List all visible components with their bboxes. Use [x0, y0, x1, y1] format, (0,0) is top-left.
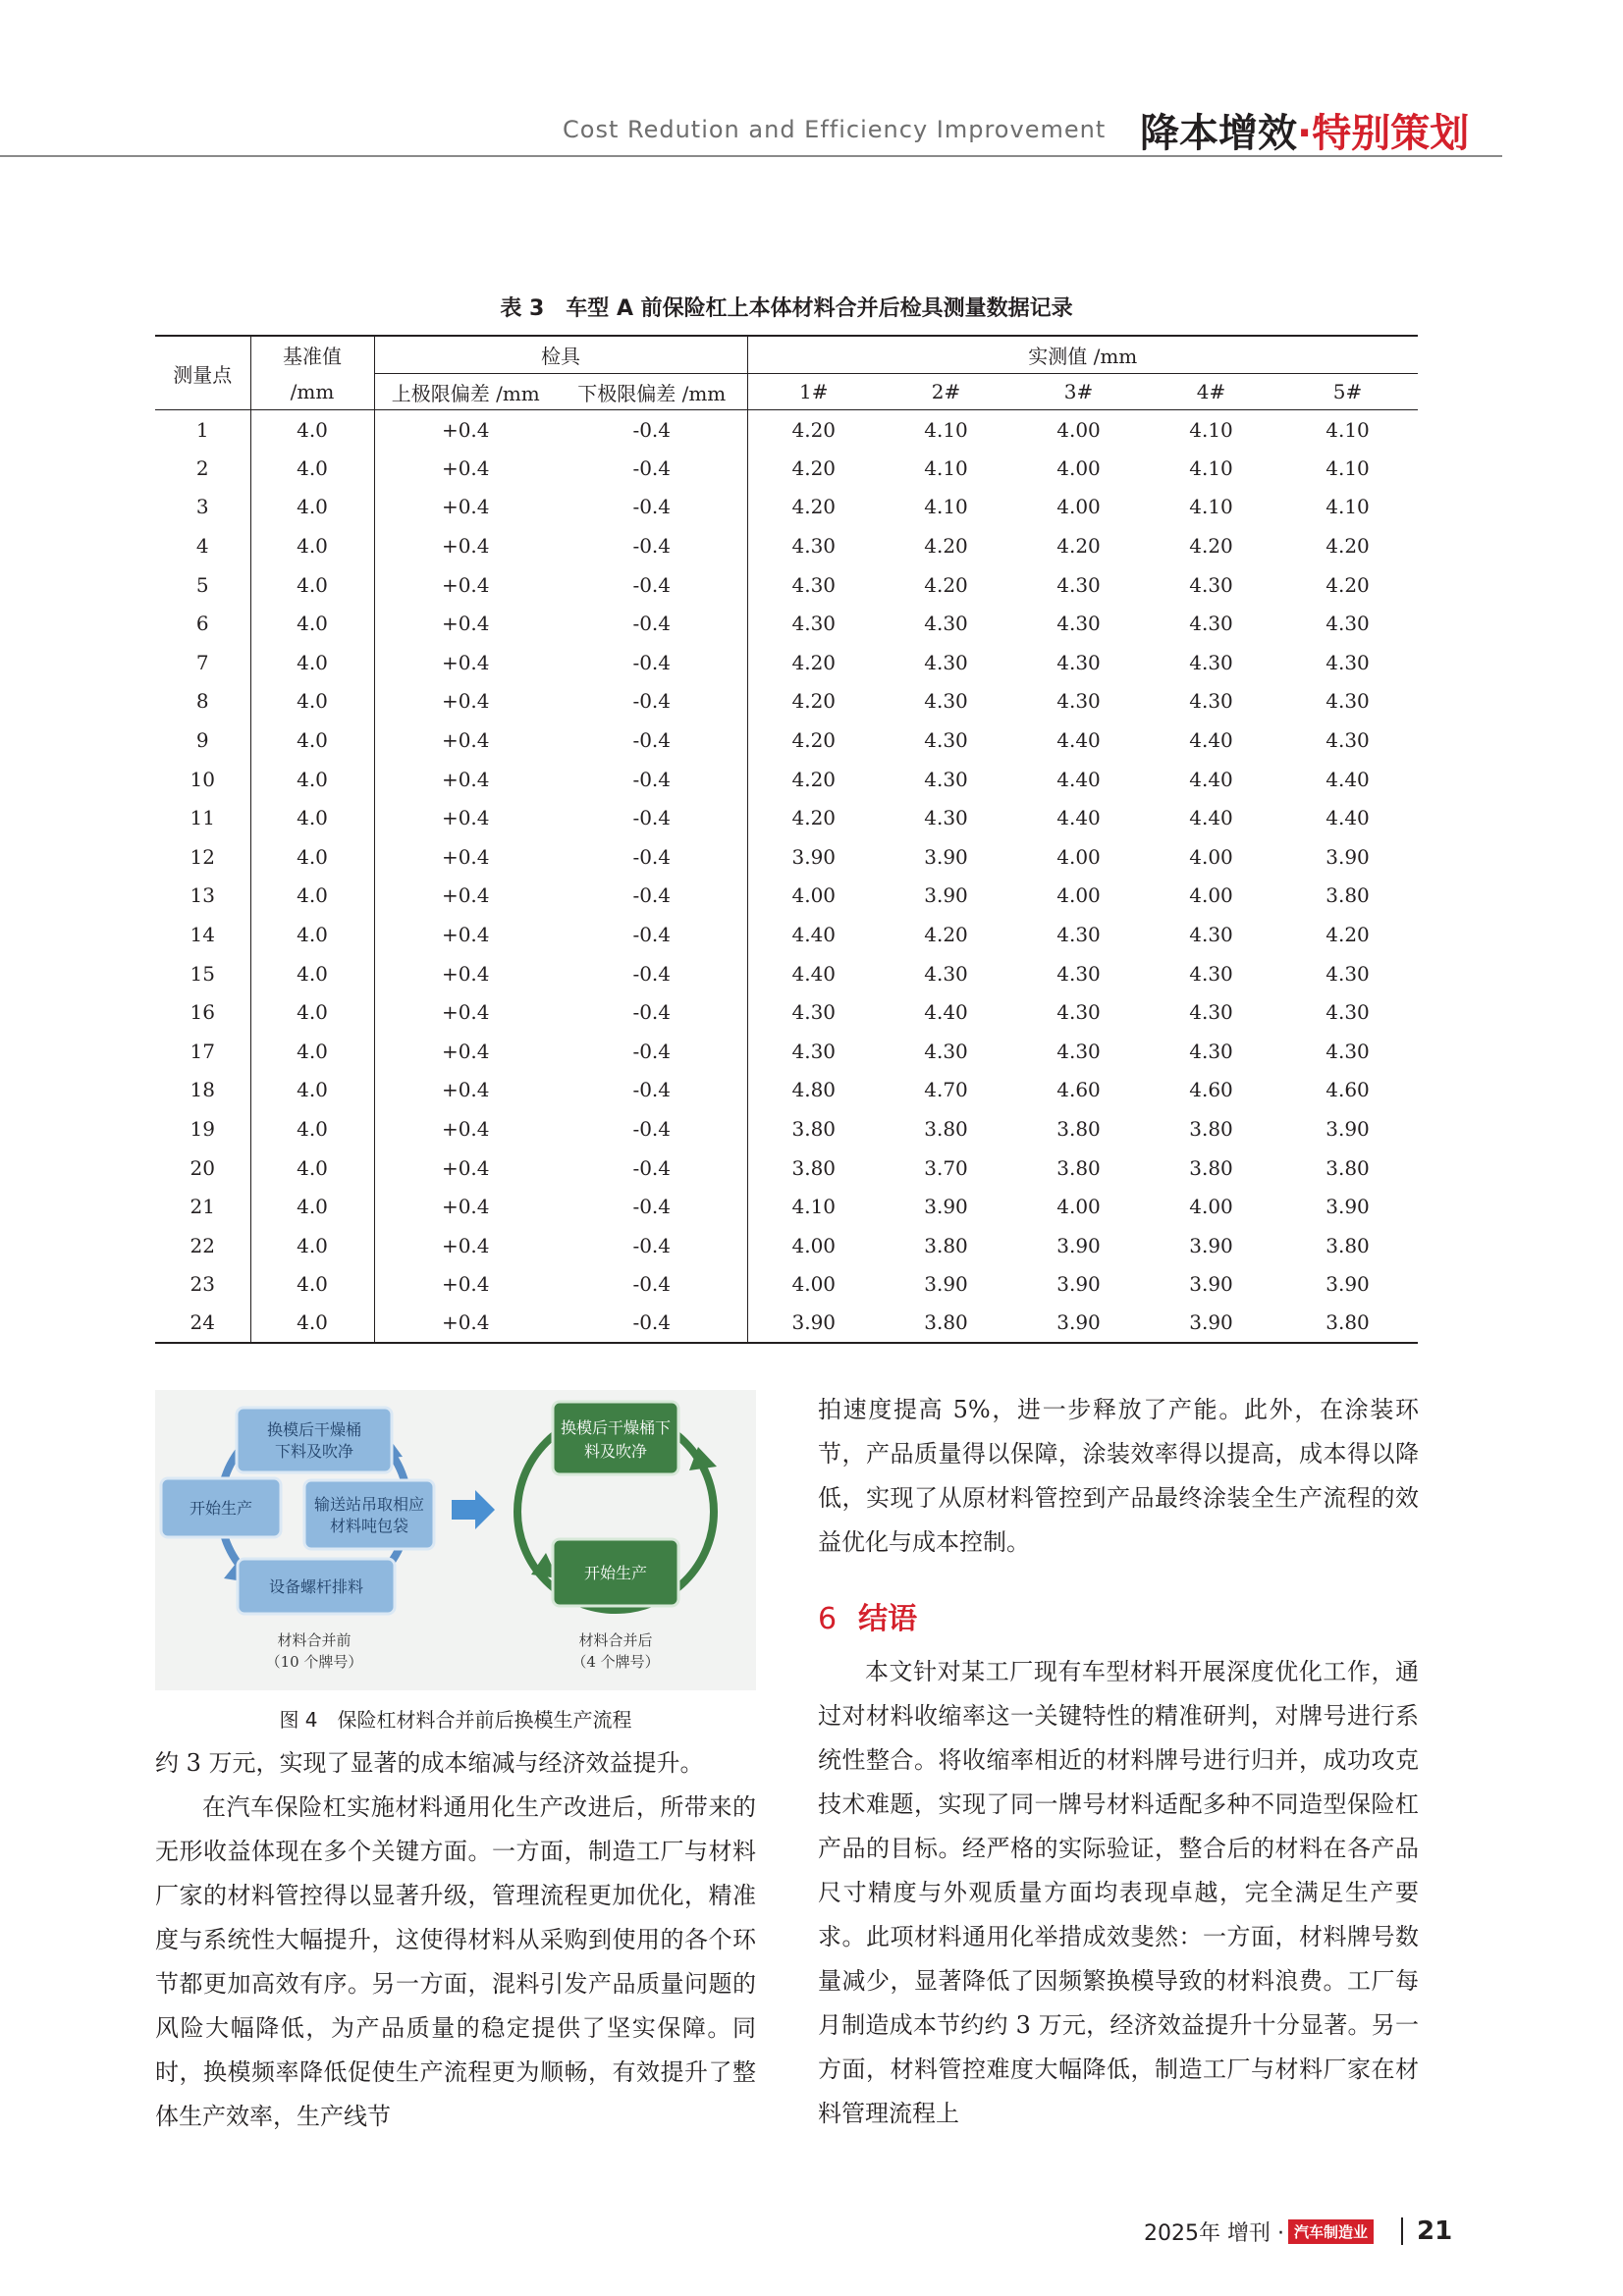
table-cell: -0.4 [557, 1032, 747, 1071]
paragraph: 在汽车保险杠实施材料通用化生产改进后，所带来的无形收益体现在多个关键方面。一方面，制造工厂与材料厂家的材料管控得以显著升级，管理流程更加优化，精准度与系统性大幅提升，这使得材料从采购到使用的各个环节都更加高效有序。另一方面，混料引发产品质量问题的风险大幅降低，为产品质量的稳定提供了坚实保障。同时，换模频率降低促使生产流程更为顺畅，有效提升了整体生产效率，生产线节 [155, 1793, 756, 2130]
table-cell: 23 [155, 1265, 250, 1305]
before-step-screw-text: 设备螺杆排料 [268, 1577, 364, 1596]
table-row [155, 837, 1418, 877]
table-cell: 4.30 [1325, 612, 1370, 636]
table-cell: +0.4 [441, 495, 490, 519]
table-cell: -0.4 [557, 915, 747, 954]
table-cell: -0.4 [557, 604, 747, 643]
table-cell: -0.4 [557, 1071, 747, 1110]
table-row [155, 1304, 1418, 1343]
table-cell: 4.10 [1325, 417, 1370, 442]
table-cell: 4.0 [250, 721, 374, 760]
table-cell: +0.4 [441, 728, 490, 753]
table-cell: 4.40 [1325, 767, 1370, 791]
table-cell: +0.4 [441, 1116, 490, 1141]
table-cell: 3.90 [791, 1310, 837, 1335]
table-cell: 4.40 [1325, 806, 1370, 830]
before-step-bag-text-2: 材料吨包袋 [329, 1517, 409, 1535]
table-cell: 4.0 [250, 565, 374, 605]
table-cell: +0.4 [441, 612, 490, 636]
table-cell: 4.30 [791, 1000, 837, 1025]
left-column-text [155, 1741, 756, 2139]
table-cell: 4.30 [1325, 1000, 1370, 1025]
table-cell: 4.0 [250, 877, 374, 916]
table-cell: 3.80 [1325, 1233, 1370, 1257]
table-cell: 3 [155, 488, 250, 527]
table-cell: 4.0 [250, 837, 374, 877]
table-cell: 4.10 [791, 1195, 837, 1219]
table-cell: 2 [155, 449, 250, 488]
table-cell: 4.20 [924, 923, 968, 947]
after-sublabel: （4 个牌号） [571, 1653, 660, 1671]
table-cell: -0.4 [557, 488, 747, 527]
table-cell: 4.30 [791, 1039, 837, 1063]
table-row [155, 877, 1418, 916]
table-cell: 20 [155, 1148, 250, 1188]
table-cell: -0.4 [557, 760, 747, 799]
after-step-dry-text: 换模后干燥桶下 [560, 1418, 672, 1437]
before-step-bag-box [304, 1480, 434, 1549]
table-cell: 4.30 [924, 728, 968, 753]
table-cell: 4.0 [250, 1071, 374, 1110]
table-cell: 15 [155, 954, 250, 993]
table-row [155, 721, 1418, 760]
section-number: 6 [818, 1602, 838, 1636]
table-cell: 4.30 [1056, 612, 1101, 636]
table-cell: 4.20 [791, 689, 837, 714]
table-cell: 22 [155, 1226, 250, 1265]
table-cell: 4.20 [1325, 923, 1370, 947]
table-cell: 4.20 [924, 572, 968, 597]
table-cell: 4.80 [791, 1078, 837, 1102]
table-row [155, 1109, 1418, 1148]
table-cell: 4.30 [1189, 572, 1233, 597]
table-cell: 4.20 [791, 417, 837, 442]
table-cell: 3.70 [924, 1155, 968, 1180]
header-upper-tolerance: 上极限偏差 /mm [391, 381, 540, 405]
table-row [155, 798, 1418, 837]
table-cell: 4.30 [1189, 612, 1233, 636]
table-cell: 4.00 [1189, 844, 1233, 869]
table-row [155, 449, 1418, 488]
table-cell: 4.40 [1056, 728, 1101, 753]
before-step-start-text: 开始生产 [189, 1499, 253, 1518]
table-cell: 3.80 [1189, 1155, 1233, 1180]
table-cell: 4.30 [1056, 1039, 1101, 1063]
table-cell: 4.20 [924, 534, 968, 559]
table-cell: 4.0 [250, 798, 374, 837]
table-cell: 3.80 [1325, 1310, 1370, 1335]
table-cell: 19 [155, 1109, 250, 1148]
table-cell: 4.30 [924, 806, 968, 830]
table-cell: 4.20 [791, 455, 837, 480]
table-cell: 4.10 [1189, 417, 1233, 442]
table-cell: 3.80 [1325, 883, 1370, 908]
table-cell: 3.80 [924, 1310, 968, 1335]
table-cell: 4.30 [924, 689, 968, 714]
before-step-dry-text: 换模后干燥桶 [266, 1420, 362, 1439]
table-cell: +0.4 [441, 883, 490, 908]
table-cell: -0.4 [557, 798, 747, 837]
table-cell: 4.00 [1189, 1195, 1233, 1219]
before-step-dry-text-2: 下料及吹净 [274, 1442, 354, 1461]
table-cell: 5 [155, 565, 250, 605]
table-cell: 4.10 [1325, 495, 1370, 519]
table-cell: 4.30 [924, 961, 968, 986]
table-cell: 3.90 [1056, 1310, 1101, 1335]
table-cell: 4.0 [250, 1187, 374, 1226]
table-cell: -0.4 [557, 449, 747, 488]
table-cell: 3.80 [924, 1116, 968, 1141]
table-row [155, 604, 1418, 643]
table-cell: 4.20 [791, 495, 837, 519]
table-cell: 4.0 [250, 1304, 374, 1343]
table-cell: 3.80 [1325, 1155, 1370, 1180]
table-cell: 4.30 [1189, 923, 1233, 947]
table-cell: 4.60 [1189, 1078, 1233, 1102]
table-cell: 4.20 [1325, 534, 1370, 559]
table-cell: -0.4 [557, 682, 747, 721]
table-cell: 8 [155, 682, 250, 721]
header-rule [0, 155, 1502, 157]
table-cell: 4.30 [924, 650, 968, 674]
table-cell: 4.30 [1056, 689, 1101, 714]
table-title: 表 3 车型 A 前保险杠上本体材料合并后检具测量数据记录 [500, 296, 1073, 321]
header-sample-3: 3# [1063, 380, 1094, 403]
measurement-table [155, 335, 1418, 1344]
table-cell: 4.00 [1056, 455, 1101, 480]
header-gauge: 检具 [374, 336, 747, 374]
table-cell: 4.20 [791, 767, 837, 791]
table-cell: 3.90 [1189, 1310, 1233, 1335]
table-cell: 24 [155, 1304, 250, 1343]
table-cell: 4.0 [250, 410, 374, 450]
table-cell: +0.4 [441, 767, 490, 791]
table-cell: +0.4 [441, 1310, 490, 1335]
table-cell: 4.30 [924, 612, 968, 636]
table-row [155, 1187, 1418, 1226]
table-cell: 16 [155, 992, 250, 1032]
table-cell: 4.20 [791, 728, 837, 753]
table-cell: 4.60 [1056, 1078, 1101, 1102]
table-cell: 3.90 [1325, 1272, 1370, 1297]
table-cell: 4.30 [1056, 961, 1101, 986]
table-cell: +0.4 [441, 1039, 490, 1063]
table-cell: 3.90 [1056, 1272, 1101, 1297]
table-cell: 4.40 [1189, 728, 1233, 753]
header-base: 基准值 [250, 336, 374, 374]
table-body [155, 410, 1418, 1343]
table-cell: 4.0 [250, 1032, 374, 1071]
table-cell: 4.0 [250, 604, 374, 643]
right-column-text-top [818, 1388, 1419, 1565]
table-cell: 4.10 [1325, 455, 1370, 480]
table-cell: +0.4 [441, 1195, 490, 1219]
table-row [155, 1071, 1418, 1110]
transition-arrow-icon [452, 1490, 495, 1529]
table-cell: 3.90 [924, 1272, 968, 1297]
section-heading [818, 1594, 917, 1637]
table-cell: 4.00 [1189, 883, 1233, 908]
page-footer [1144, 2215, 1452, 2248]
table-cell: -0.4 [557, 1148, 747, 1188]
before-step-dry-box [237, 1408, 392, 1472]
table-cell: 3.80 [791, 1155, 837, 1180]
table-cell: 4.10 [924, 495, 968, 519]
table-cell: 4.30 [1189, 961, 1233, 986]
table-cell: 4.20 [1189, 534, 1233, 559]
table-cell: 4.40 [791, 923, 837, 947]
section-title: 结语 [858, 1602, 918, 1636]
before-sublabel: （10 个牌号） [265, 1653, 363, 1671]
table-row [155, 760, 1418, 799]
table-cell: 21 [155, 1187, 250, 1226]
table-row [155, 488, 1418, 527]
table-cell: +0.4 [441, 534, 490, 559]
header-sample-5: 5# [1332, 380, 1363, 403]
header-measured: 实测值 /mm [747, 336, 1418, 374]
after-step-dry-text-2: 料及吹净 [583, 1442, 648, 1461]
table-cell: 4.30 [1325, 728, 1370, 753]
table-cell: 4.40 [1056, 767, 1101, 791]
table-cell: +0.4 [441, 572, 490, 597]
table-cell: -0.4 [557, 526, 747, 565]
table-row [155, 526, 1418, 565]
table-cell: 4.00 [1056, 883, 1101, 908]
table-cell: 9 [155, 721, 250, 760]
table-cell: 4 [155, 526, 250, 565]
table-cell: 4.30 [1189, 1039, 1233, 1063]
table-cell: 14 [155, 915, 250, 954]
table-cell: 4.60 [1325, 1078, 1370, 1102]
after-label: 材料合并后 [578, 1631, 653, 1649]
table-cell: 4.20 [1056, 534, 1101, 559]
table-cell: 4.00 [1056, 1195, 1101, 1219]
table-cell: 4.0 [250, 915, 374, 954]
table-row [155, 1148, 1418, 1188]
table-row [155, 410, 1418, 450]
table-row [155, 682, 1418, 721]
running-header-english: Cost Redution and Efficiency Improvement [563, 116, 1107, 143]
table-cell: 3.90 [1325, 1116, 1370, 1141]
table-cell: 3.80 [924, 1233, 968, 1257]
table-cell: 4.0 [250, 1265, 374, 1305]
table-cell: 4.20 [1325, 572, 1370, 597]
table-cell: -0.4 [557, 565, 747, 605]
table-row [155, 1032, 1418, 1071]
table-cell: 4.30 [1056, 923, 1101, 947]
table-cell: 4.30 [924, 767, 968, 791]
table-cell: 12 [155, 837, 250, 877]
table-cell: 4.10 [924, 417, 968, 442]
table-cell: 10 [155, 760, 250, 799]
table-cell: 3.90 [924, 844, 968, 869]
table-cell: +0.4 [441, 417, 490, 442]
paragraph: 本文针对某工厂现有车型材料开展深度优化工作，通过对材料收缩率这一关键特性的精准研判，对牌号进行系统性整合。将收缩率相近的材料牌号进行归并，成功攻克技术难题，实现了同一牌号材料适配多种不同造型保险杠产品的目标。经严格的实际验证，整合后的材料在各产品尺寸精度与外观质量方面均表现卓越，完全满足生产要求。此项材料通用化举措成效斐然：一方面，材料牌号数量减少，显著降低了因频繁换模导致的材料浪费。工厂每月制造成本节约约 3 万元，经济效益提升十分显著。另一方面，材料管控难度大幅降低，制造工厂与材料厂家在材料管理流程上 [818, 1658, 1419, 2127]
header-special-feature: 特别策划 [1312, 111, 1470, 156]
table-cell: +0.4 [441, 844, 490, 869]
table-cell: 4.20 [791, 650, 837, 674]
table-cell: +0.4 [441, 1000, 490, 1025]
table-cell: +0.4 [441, 1272, 490, 1297]
table-cell: -0.4 [557, 1226, 747, 1265]
table-cell: -0.4 [557, 877, 747, 916]
table-cell: +0.4 [441, 1155, 490, 1180]
table-cell: 3.90 [1325, 844, 1370, 869]
table-cell: 7 [155, 643, 250, 682]
table-cell: -0.4 [557, 837, 747, 877]
table-cell: 4.30 [1189, 650, 1233, 674]
table-cell: 3.80 [1189, 1116, 1233, 1141]
before-label: 材料合并前 [277, 1631, 352, 1649]
table-cell: 4.30 [791, 534, 837, 559]
table-cell: 3.90 [1189, 1272, 1233, 1297]
table-cell: 4.10 [1189, 455, 1233, 480]
table-cell: 4.40 [1189, 806, 1233, 830]
table-row [155, 915, 1418, 954]
table-cell: 4.30 [1325, 961, 1370, 986]
header-column-name: 降本增效 [1140, 111, 1297, 156]
table-cell: 4.20 [791, 806, 837, 830]
table-cell: +0.4 [441, 650, 490, 674]
figure-4 [155, 1390, 756, 1690]
table-row [155, 992, 1418, 1032]
table-cell: 6 [155, 604, 250, 643]
table-cell: 4.40 [1189, 767, 1233, 791]
table-row [155, 565, 1418, 605]
table-cell: 4.00 [791, 1272, 837, 1297]
table-cell: +0.4 [441, 806, 490, 830]
table-cell: 3.90 [791, 844, 837, 869]
header-sample-2: 2# [931, 380, 961, 403]
table-cell: 4.0 [250, 643, 374, 682]
table-cell: 3.90 [1056, 1233, 1101, 1257]
table-cell: 4.30 [1056, 1000, 1101, 1025]
table-cell: 11 [155, 798, 250, 837]
footer-separator [1401, 2217, 1403, 2245]
table-cell: 4.30 [1325, 650, 1370, 674]
table-cell: 4.30 [1056, 572, 1101, 597]
flow-diagram [155, 1390, 756, 1690]
table-cell: 13 [155, 877, 250, 916]
table-cell: 3.90 [924, 1195, 968, 1219]
header-sample-4: 4# [1196, 380, 1226, 403]
table-row [155, 954, 1418, 993]
table-cell: -0.4 [557, 954, 747, 993]
after-step-dry-box [553, 1402, 678, 1474]
table-cell: 1 [155, 410, 250, 450]
table-cell: 3.90 [1189, 1233, 1233, 1257]
table-cell: -0.4 [557, 992, 747, 1032]
table-cell: +0.4 [441, 961, 490, 986]
table-cell: 4.0 [250, 449, 374, 488]
after-step-start-text: 开始生产 [583, 1564, 648, 1582]
table-cell: 4.0 [250, 1109, 374, 1148]
figure-caption: 图 4 保险杠材料合并前后换模生产流程 [279, 1708, 632, 1732]
header-point: 测量点 [155, 336, 250, 410]
table-cell: 4.30 [791, 572, 837, 597]
table-cell: +0.4 [441, 1233, 490, 1257]
before-step-bag-text: 输送站吊取相应 [313, 1495, 425, 1514]
table-cell: 4.40 [924, 1000, 968, 1025]
table-cell: 4.0 [250, 954, 374, 993]
header-sample-1: 1# [799, 380, 829, 403]
table-cell: 4.30 [924, 1039, 968, 1063]
header-base-unit: /mm [250, 374, 374, 410]
table-cell: 4.0 [250, 1148, 374, 1188]
table-cell: 4.70 [924, 1078, 968, 1102]
table-cell: 4.0 [250, 488, 374, 527]
table-cell: 4.00 [791, 1233, 837, 1257]
running-header-chinese [1140, 102, 1469, 158]
right-column-text-bottom [818, 1650, 1419, 2136]
table-cell: 4.0 [250, 526, 374, 565]
table-cell: -0.4 [557, 410, 747, 450]
table-cell: 4.10 [1189, 495, 1233, 519]
table-cell: 4.00 [791, 883, 837, 908]
table-row [155, 643, 1418, 682]
paragraph: 拍速度提高 5%，进一步释放了产能。此外，在涂装环节，产品质量得以保障，涂装效率得以提高，成本得以降低，实现了从原材料管控到产品最终涂装全生产流程的效益优化与成本控制。 [818, 1396, 1419, 1556]
page-number: 21 [1416, 2216, 1453, 2246]
table-cell: -0.4 [557, 721, 747, 760]
table-cell: 4.0 [250, 682, 374, 721]
table-cell: 4.30 [1189, 689, 1233, 714]
table-cell: 17 [155, 1032, 250, 1071]
issue-label: 2025年 增刊 · [1144, 2220, 1284, 2246]
table-cell: 3.80 [1056, 1116, 1101, 1141]
table-cell: 4.30 [1189, 1000, 1233, 1025]
table-cell: 4.30 [1325, 689, 1370, 714]
table-cell: 3.80 [791, 1116, 837, 1141]
table-cell: +0.4 [441, 455, 490, 480]
paragraph: 约 3 万元，实现了显著的成本缩减与经济效益提升。 [155, 1749, 704, 1777]
table-cell: 4.00 [1056, 417, 1101, 442]
table-cell: 4.00 [1056, 844, 1101, 869]
table-row [155, 1265, 1418, 1305]
table-cell: 4.0 [250, 992, 374, 1032]
table-cell: +0.4 [441, 689, 490, 714]
magazine-brand: 汽车制造业 [1288, 2219, 1374, 2244]
header-lower-tolerance: 下极限偏差 /mm [557, 374, 747, 410]
table-cell: 4.40 [791, 961, 837, 986]
table-row [155, 1226, 1418, 1265]
table-cell: 18 [155, 1071, 250, 1110]
table-cell: 4.30 [1325, 1039, 1370, 1063]
table-cell: 4.10 [924, 455, 968, 480]
table-cell: -0.4 [557, 643, 747, 682]
table-cell: 4.0 [250, 1226, 374, 1265]
table-cell: 4.30 [791, 612, 837, 636]
table-cell: -0.4 [557, 1187, 747, 1226]
table-cell: 3.90 [1325, 1195, 1370, 1219]
table-cell: 4.40 [1056, 806, 1101, 830]
table-cell: 3.80 [1056, 1155, 1101, 1180]
table-cell: +0.4 [441, 923, 490, 947]
table-cell: 4.30 [1056, 650, 1101, 674]
header-dot: · [1297, 111, 1313, 156]
table-cell: -0.4 [557, 1109, 747, 1148]
table-cell: -0.4 [557, 1304, 747, 1343]
table-cell: +0.4 [441, 1078, 490, 1102]
table-cell: -0.4 [557, 1265, 747, 1305]
table-cell: 4.0 [250, 760, 374, 799]
table-cell: 4.00 [1056, 495, 1101, 519]
table-cell: 3.90 [924, 883, 968, 908]
